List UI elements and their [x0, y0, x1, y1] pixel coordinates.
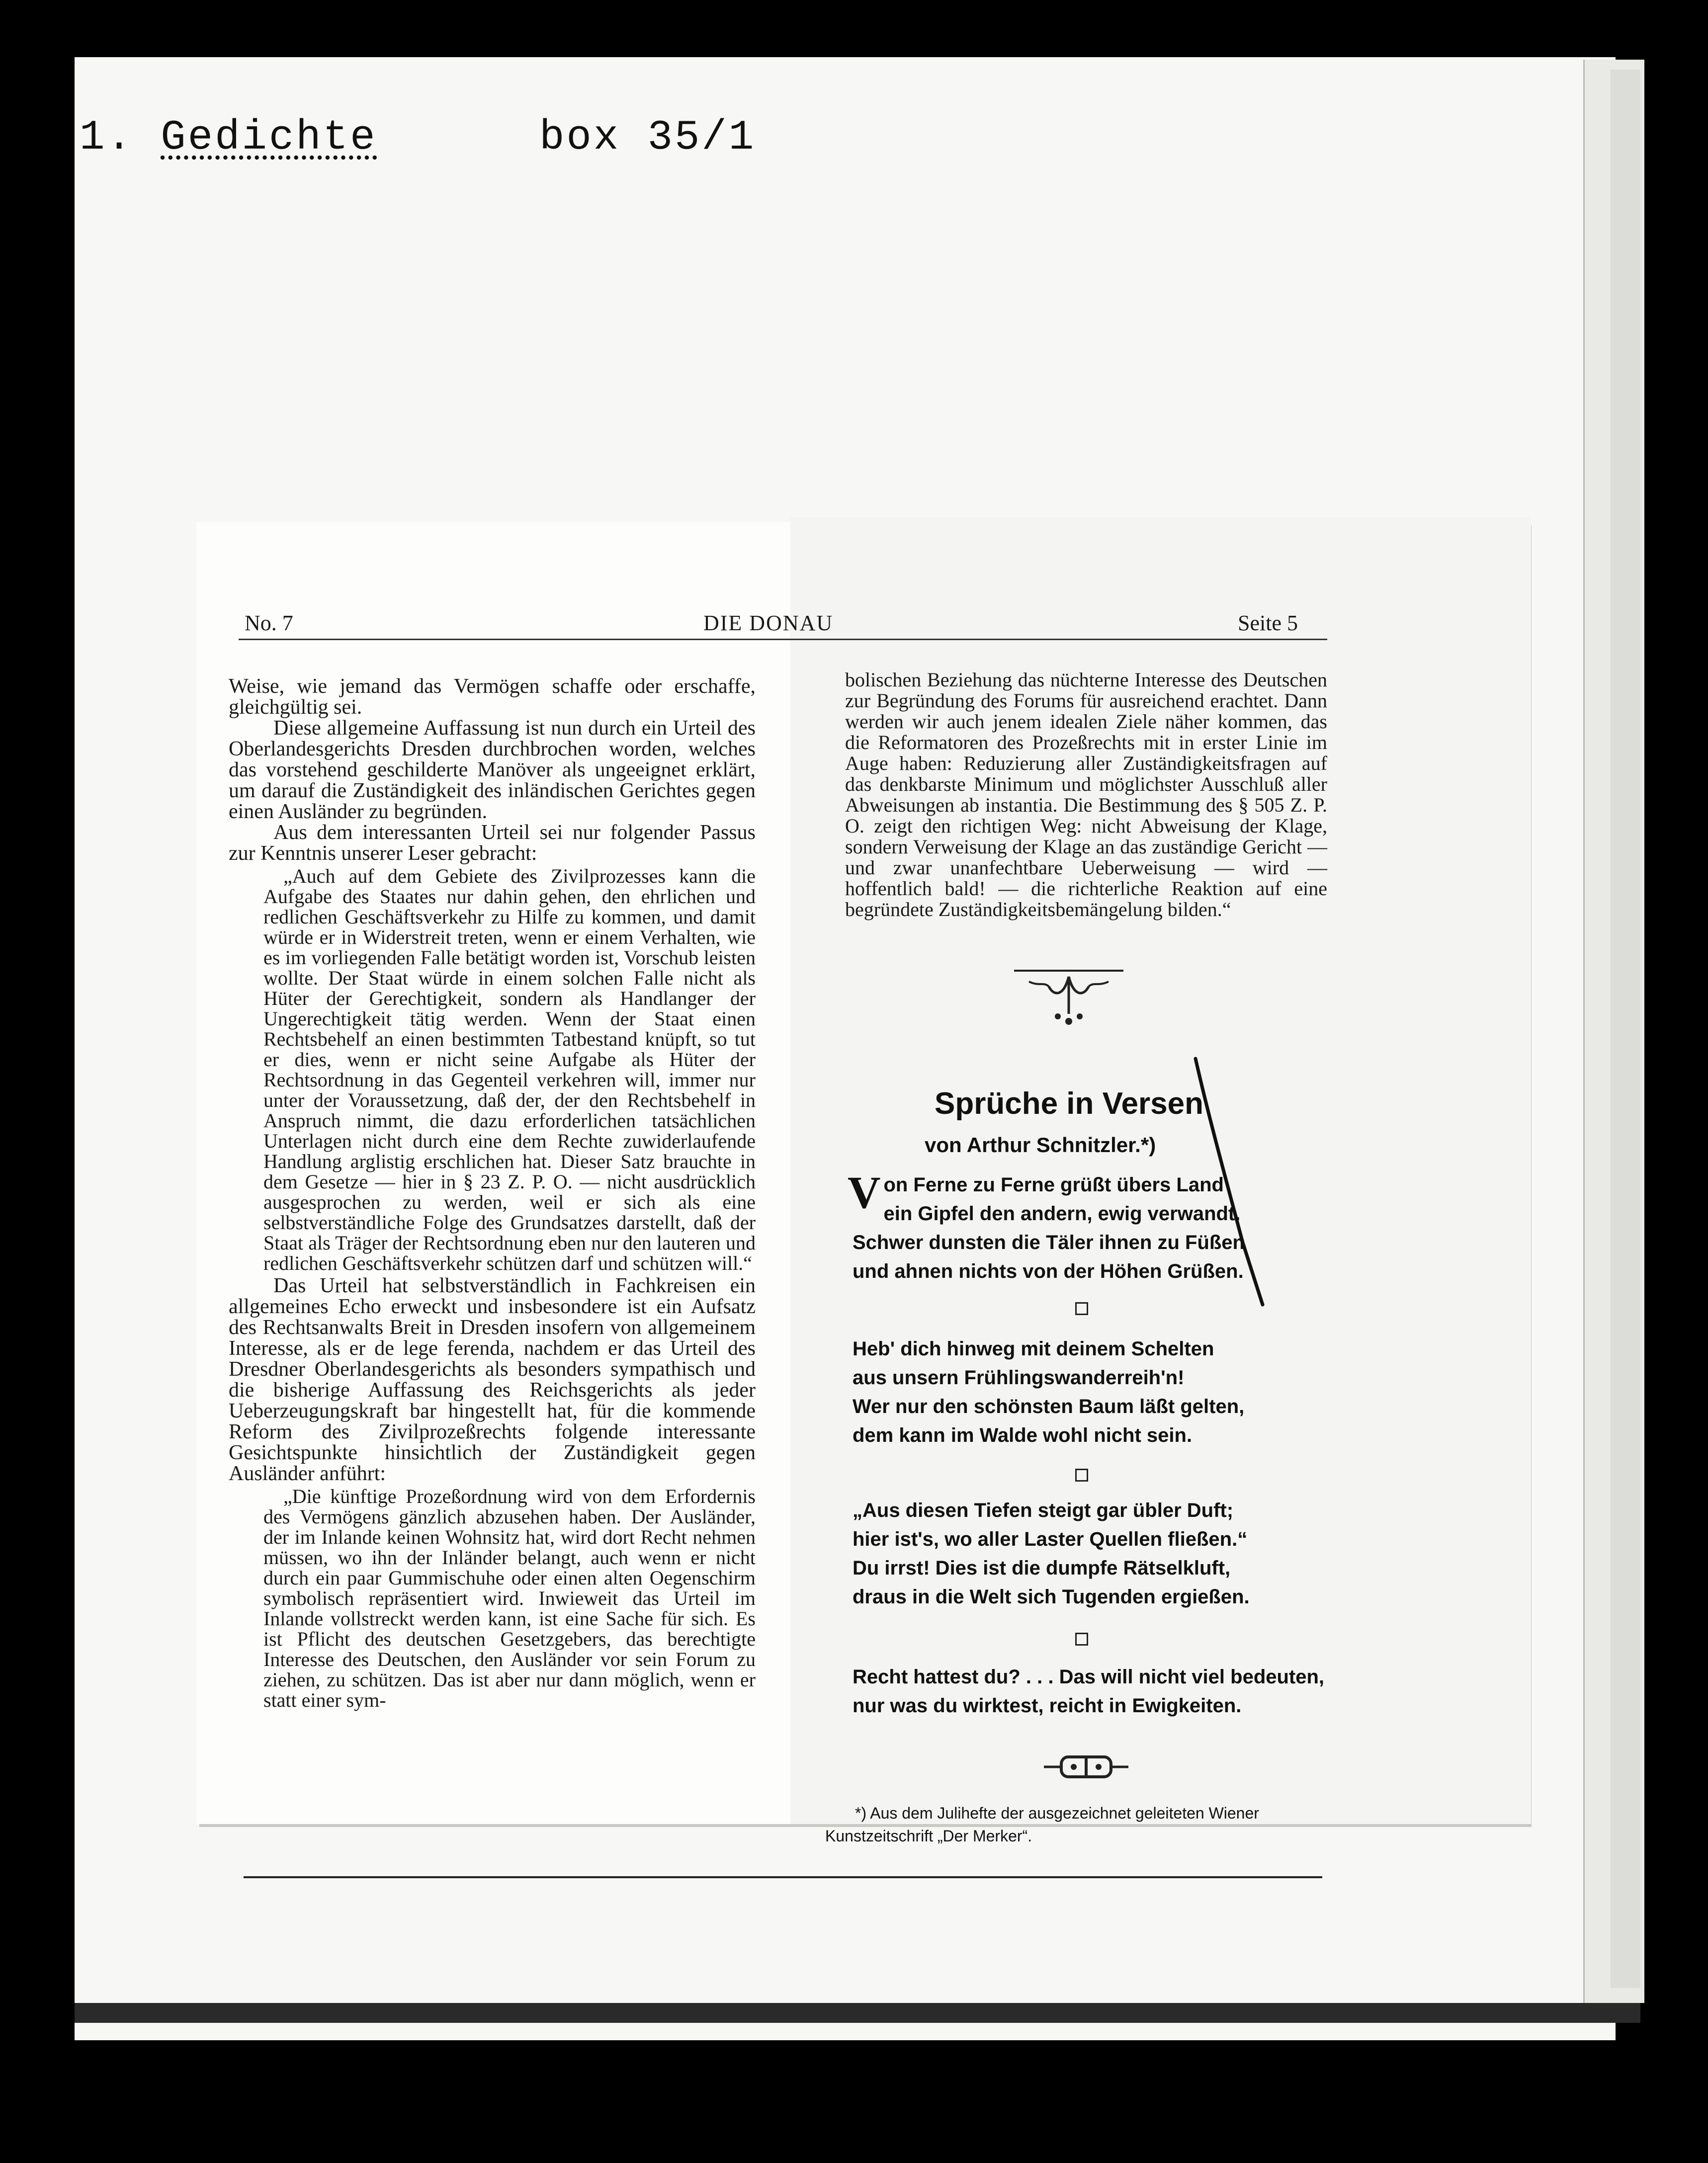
stanza-divider	[1075, 1469, 1088, 1482]
archive-prefix: 1.	[80, 114, 134, 162]
newspaper-name: DIE DONAU	[703, 611, 834, 635]
left-column	[229, 676, 756, 1712]
paragraph: Aus dem interessanten Urteil sei nur folgender Passus zur Kenntnis unserer Leser gebracht:	[229, 821, 756, 865]
stanza-4: Recht hattest du? . . . Das will nicht viel bedeuten, nur was du wirktest, reicht in Ewigkeiten.	[853, 1666, 1325, 1717]
bottom-rule	[244, 1876, 1322, 1878]
stanza-2: Heb' dich hinweg mit deinem Schelten aus unsern Frühlingswanderreih'n! Wer nur den schönsten Baum läßt gelten, dem kann im Walde wohl nicht sein.	[853, 1338, 1245, 1446]
paragraph: Weise, wie jemand das Vermögen schaffe oder erschaffe, gleichgültig sei.	[229, 675, 756, 719]
closing-ornament-icon	[1044, 1752, 1128, 1782]
stanza-divider	[1075, 1633, 1088, 1646]
board-bottom-edge	[75, 2003, 1640, 2023]
stanza-1: V on Ferne zu Ferne grüßt übers Land ein Gipfel den andern, ewig verwandt. Schwer dunsten die Täler ihnen zu Füßen und ahnen nichts von der Höhen Grüßen.	[848, 1167, 1245, 1282]
pencil-mark-icon	[1188, 1054, 1287, 1312]
stanza-divider	[1075, 1302, 1088, 1315]
paragraph: Diese allgemeine Auffassung ist nun durch ein Urteil des Oberlandesgerichts Dresden durchbrochen worden, welches das vorstehend geschilderte Manöver als ungeeignet erklärt, um darauf die Zuständigkeit des inländischen Gerichtes gegen einen Ausländer zu begründen.	[229, 717, 756, 823]
right-column: bolischen Beziehung das nüchterne Interesse des Deutschen zur Begründung des Forums für ausreichend erachtet. Dann werden wir auch jenem idealen Ziele näher kommen, das die Reformatoren des Prozeßrechts mit in erster Linie im Auge haben: Reduzierung aller Zuständigkeitsfragen auf das denkbarste Minimum und möglichster Ausschluß aller Abweisungen ab instantia. Die Bestimmung des § 505 Z. P. O. zeigt den richtigen Weg: nicht Abweisung der Klage, sondern Verweisung der Klage an das zuständige Gericht — und zwar unanfechtbare Ueberweisung — wird — hoffentlich bald! — die richterliche Reaktion auf eine begründete Zuständigkeitsbemängelung bilden.“	[845, 668, 1327, 920]
breit-quote: „Die künftige Prozeßordnung wird von dem Erfordernis des Vermögens gänzlich abzusehen haben. Der Ausländer, der im Inlande keinen Wohnsitz hat, wird dort Recht nehmen müssen, wo ihn der Inländer belangt, auch wenn er nicht durch ein paar Gummischuhe oder einen alten Oegenschirm symbolisch repräsentiert wird. Inwieweit das Urteil im Inlande vollstreckt werden kann, ist eine Sache für sich. Es ist Pflicht des deutschen Gesetzgebers, das berechtigte Interesse des Deutschen, den Ausländer vor sein Forum zu ziehen, zu schützen. Das ist aber nur dann möglich, wenn er statt einer sym-	[263, 1485, 756, 1711]
issue-number: No. 7	[245, 611, 293, 635]
archive-category: Gedichte	[161, 114, 377, 162]
header-rule	[239, 639, 1327, 640]
footnote-mark: *)	[1140, 1133, 1156, 1157]
board-edge-shadow	[1611, 70, 1640, 1988]
archive-label	[80, 114, 756, 162]
paragraph: Das Urteil hat selbstverständlich in Fachkreisen ein allgemeines Echo erweckt und insbesondere ist ein Aufsatz des Rechtsanwalts Breit in Dresden insofern von allgemeinem Interesse, als er de lege ferenda, nachdem er das Urteil des Dresdner Oberlandesgerichts als besonders sympathisch und die bisherige Auffassung des Reichsgerichts als jeder Ueberzeugungskraft bar hingestellt hat, für die kommende Reform des Zivilprozeßrechts folgende interessante Gesichtspunkte hinsichtlich der Zuständigkeit gegen Ausländer anführt:	[229, 1274, 756, 1485]
court-quote: „Auch auf dem Gebiete des Zivilprozesses kann die Aufgabe des Staates nur dahin gehen, den ehrlichen und redlichen Geschäftsverkehr zu Hilfe zu kommen, und damit würde er in Widerstreit treten, wenn er einem Verhalten, wie es im vorliegenden Falle betätigt worden ist, Vorschub leisten wollte. Der Staat würde in einem solchen Falle nicht als Hüter der Gerechtigkeit, sondern als Handlanger der Ungerechtigkeit tätig werden. Wenn der Staat einen Rechtsbehelf an einen bestimmten Tatbestand knüpft, so tut er dies, wenn er nicht seine Aufgabe als Hüter der Rechtsordnung in das Gegenteil verkehren will, immer nur unter der Voraussetzung, daß der, der den Rechtsbehelf in Anspruch nimmt, die dazu erforderlichen tatsächlichen Unterlagen nicht durch eine dem Rechte zuwiderlaufende Handlung arglistig erschlichen hat. Dieser Satz brauchte in dem Gesetze — hier in § 23 Z. P. O. — nicht ausdrücklich ausgesprochen zu werden, weil er sich als eine selbstverständliche Folge des Grundsatzes darstellt, daß der Staat als Träger der Rechtsordnung eben nur den lauteren und redlichen Geschäftsverkehr schützen darf und schützen will.“	[263, 865, 756, 1274]
poem-author: von Arthur Schnitzler.*)	[925, 1133, 1156, 1157]
poem-title: Sprüche in Versen	[935, 1086, 1203, 1121]
drop-cap: V	[848, 1167, 881, 1218]
footnote: *) Aus dem Julihefte der ausgezeichnet geleiteten Wiener Kunstzeitschrift „Der Merker“.	[825, 1804, 1259, 1845]
stanza-3: „Aus diesen Tiefen steigt gar übler Duft; hier ist's, wo aller Laster Quellen fließen.“ Du irrst! Dies ist die dumpfe Rätselkluft, draus in die Welt sich Tugenden ergießen.	[853, 1499, 1250, 1608]
archive-box: box 35/1	[539, 114, 756, 162]
ornament-icon	[1009, 967, 1128, 1036]
page-number: Seite 5	[1238, 611, 1298, 635]
